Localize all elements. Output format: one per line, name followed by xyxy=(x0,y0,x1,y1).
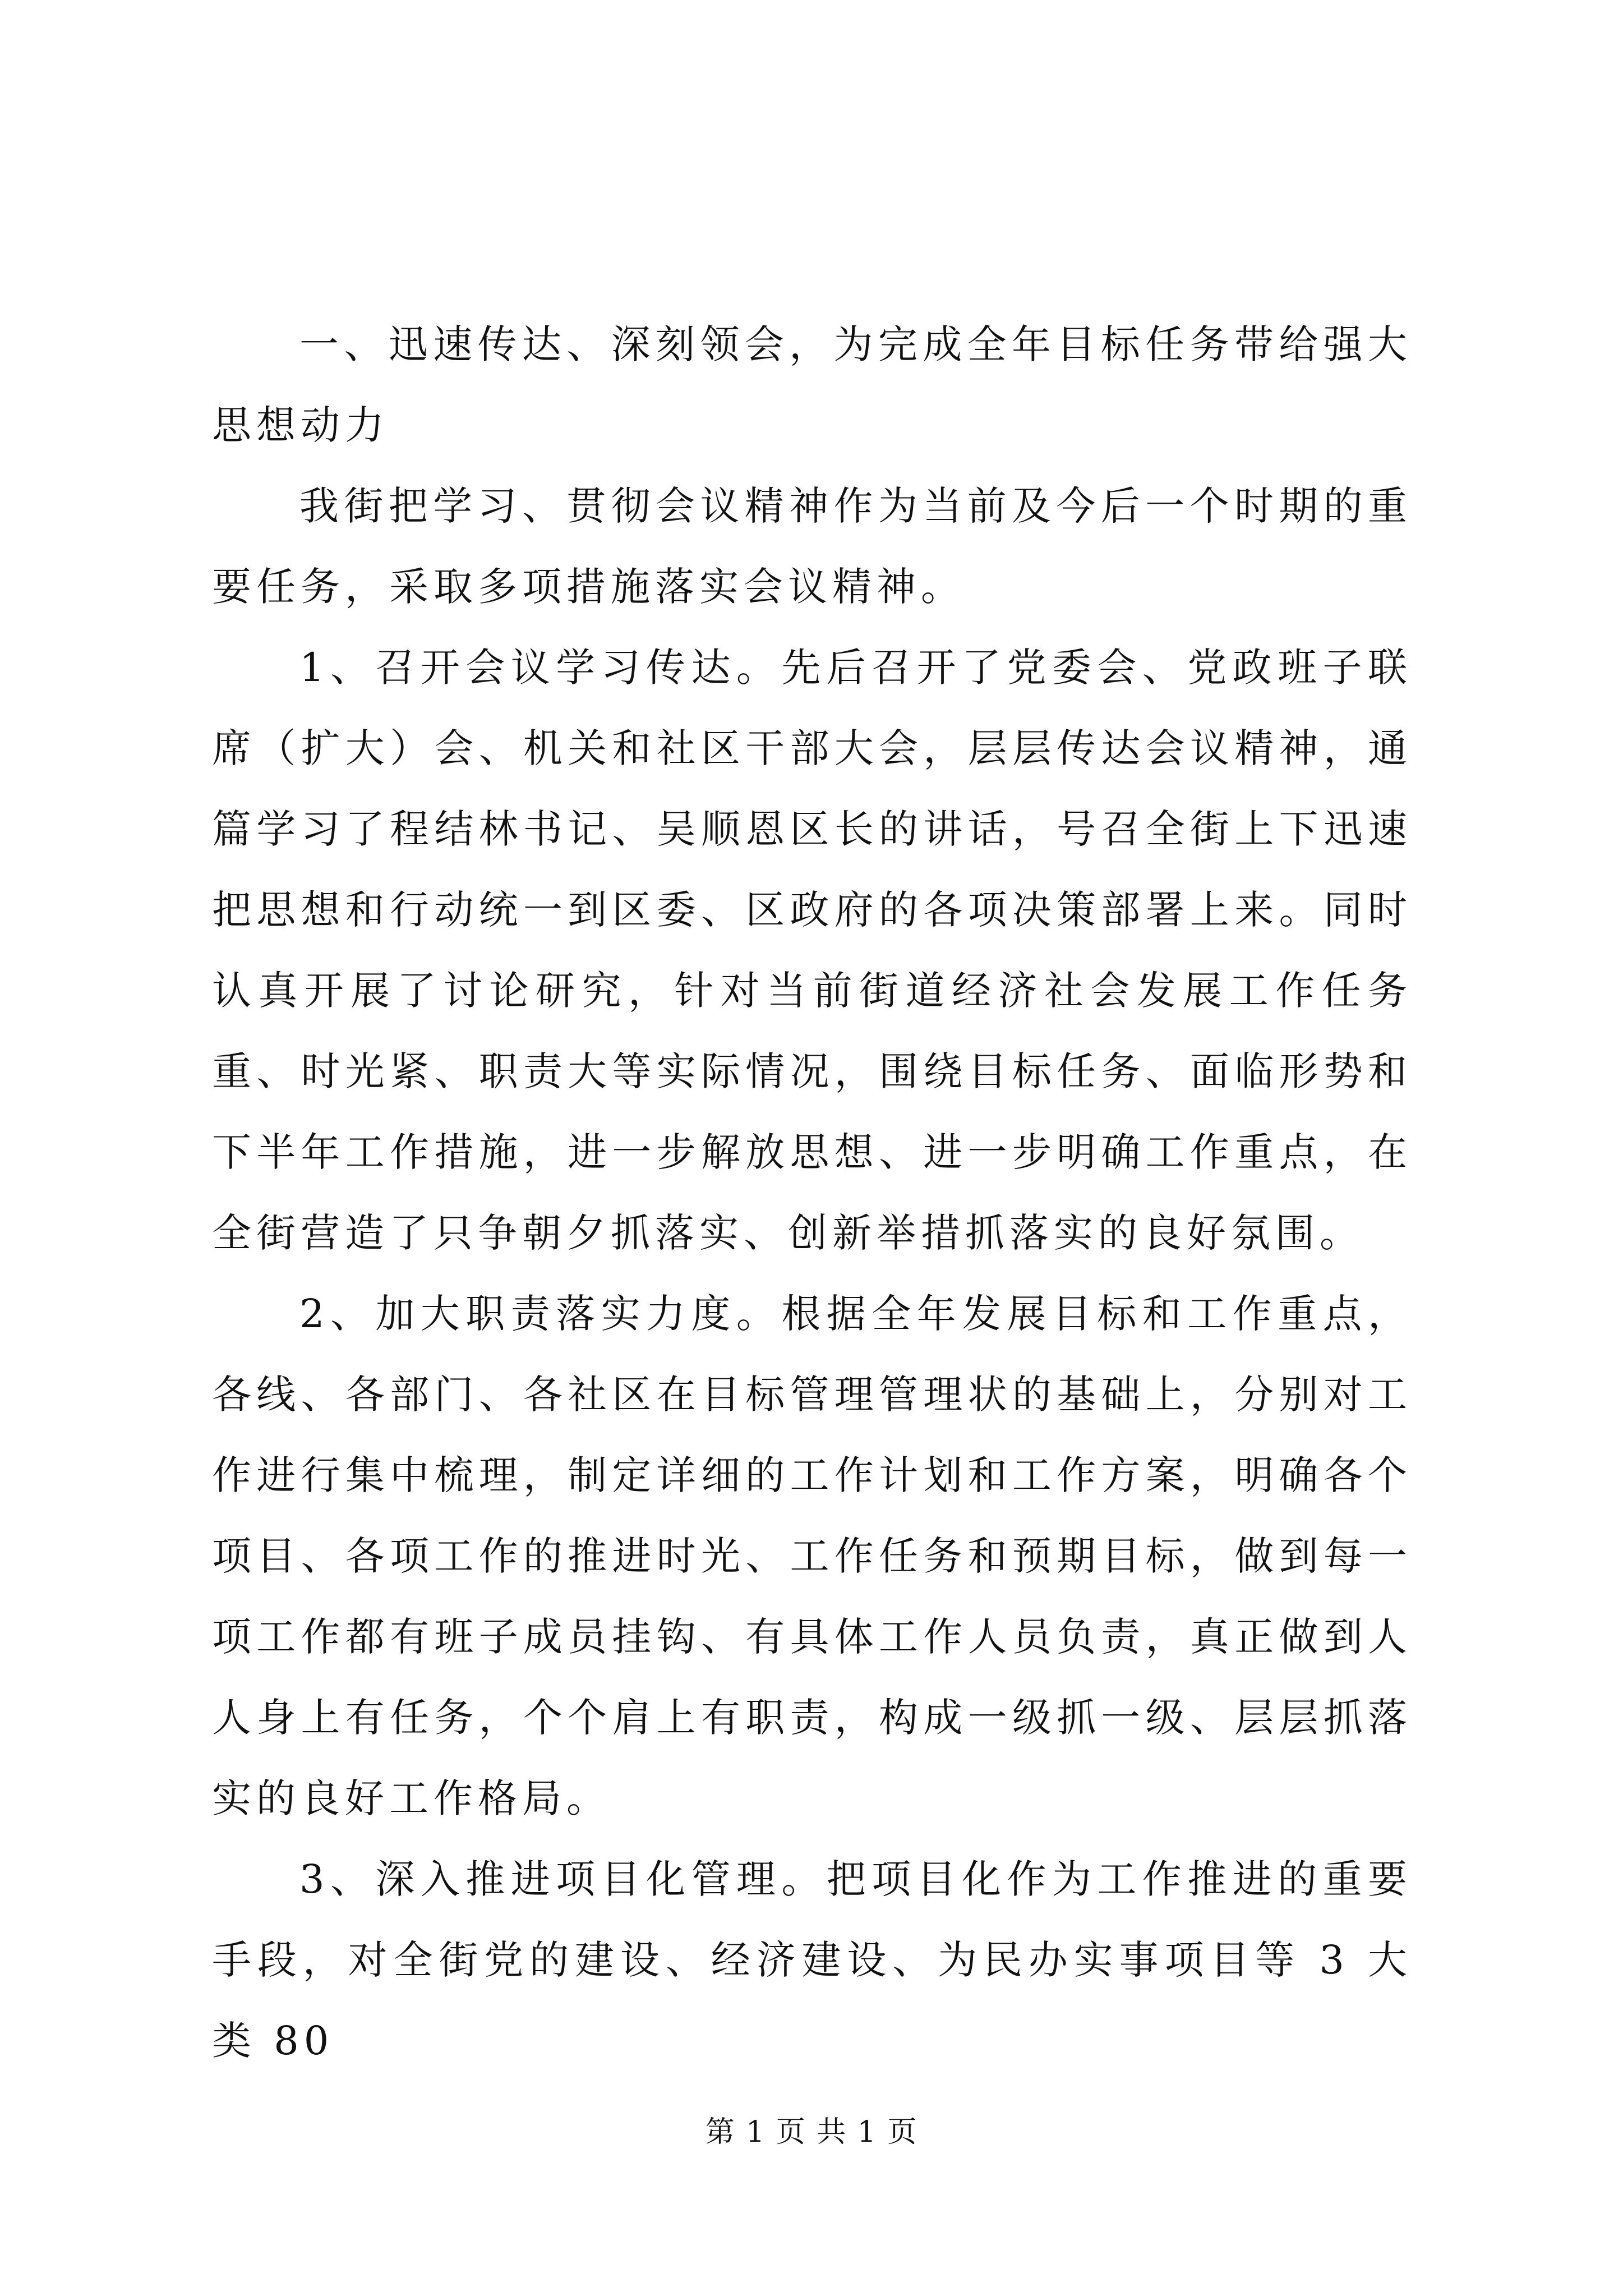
page-footer: 第 1 页 共 1 页 xyxy=(705,2115,918,2149)
paragraph-item-1: 1、召开会议学习传达。先后召开了党委会、党政班子联席（扩大）会、机关和社区干部大会，层层传达会议精神，通篇学习了程结林书记、吴顺恩区长的讲话，号召全街上下迅速把思想和行动统一到区委、区政府的各项决策部署上来。同时认真开展了讨论研究，针对当前街道经济社会发展工作任务重、时光紧、职责大等实际情况，围绕目标任务、面临形势和下半年工作措施，进一步解放思想、进一步明确工作重点，在全街营造了只争朝夕抓落实、创新举措抓落实的良好氛围。 xyxy=(212,645,1412,1256)
paragraph-item-3: 3、深入推进项目化管理。把项目化作为工作推进的重要手段，对全街党的建设、经济建设、为民办实事项目等 3 大类 80 xyxy=(212,1856,1412,2064)
paragraph-intro: 我街把学习、贯彻会议精神作为当前及今后一个时期的重要任务，采取多项措施落实会议精神。 xyxy=(212,483,1412,610)
document-body xyxy=(212,304,1412,2081)
paragraph-heading-1: 一、迅速传达、深刻领会，为完成全年目标任务带给强大思想动力 xyxy=(212,321,1412,448)
paragraph-item-2: 2、加大职责落实力度。根据全年发展目标和工作重点，各线、各部门、各社区在目标管理管理状的基础上，分别对工作进行集中梳理，制定详细的工作计划和工作方案，明确各个项目、各项工作的推进时光、工作任务和预期目标，做到每一项工作都有班子成员挂钩、有具体工作人员负责，真正做到人人身上有任务，个个肩上有职责，构成一级抓一级、层层抓落实的良好工作格局。 xyxy=(212,1291,1412,1821)
